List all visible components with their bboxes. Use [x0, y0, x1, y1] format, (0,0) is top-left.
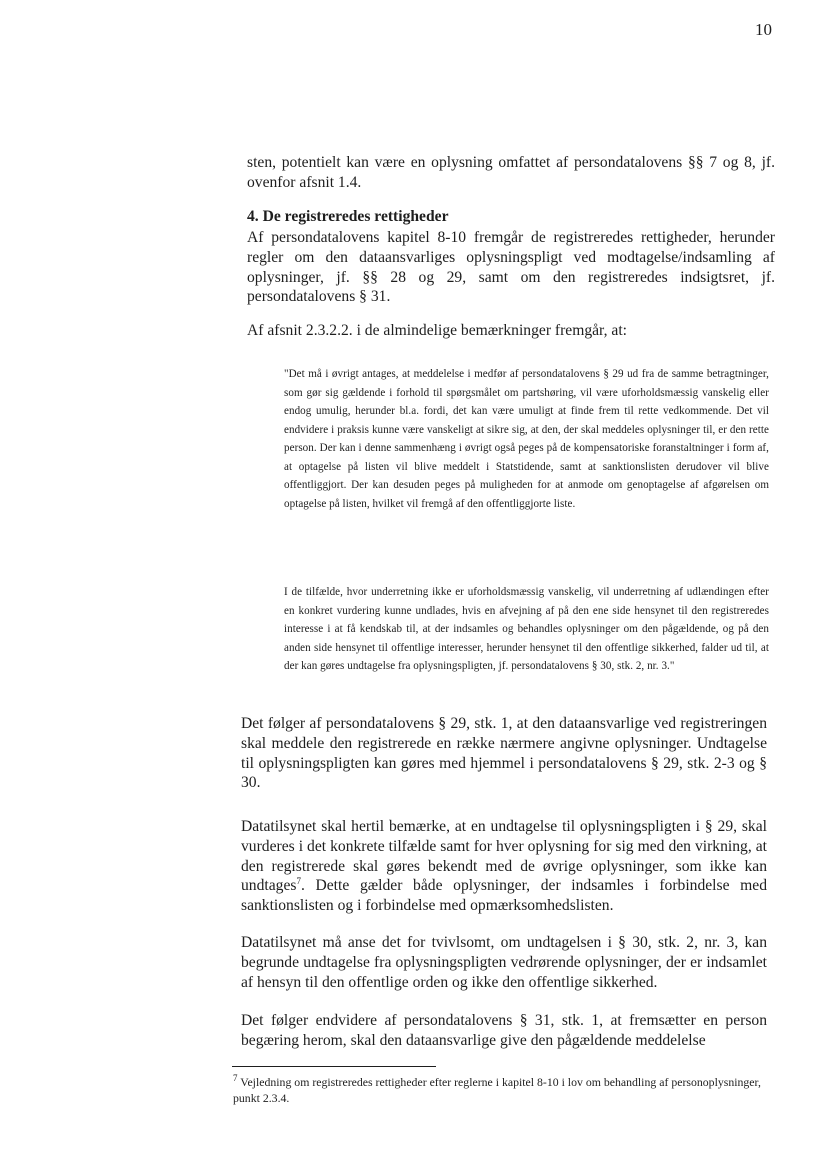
paragraph-rights: Af persondatalovens kapitel 8-10 fremgår de registreredes rettigheder, herunder regler om den dataansvarliges oplysningspligt ved modtagelse/indsamling af oplysninger, jf. §§ 28 og 29, samt om den registreredes indsigtsret, jf. persondatalovens § 31.: [247, 229, 775, 306]
footnote: [233, 1075, 763, 1106]
paragraph-exemption-text-cont: . Dette gælder både oplysninger, der indsamles i forbindelse med sanktionslisten og i forbindelse med opmærksomhedslisten.: [241, 877, 767, 915]
quote-paragraph-1: "Det må i øvrigt antages, at meddelelse i medfør af persondatalovens § 29 ud fra de samme betragtninger, som gør sig gældende i forhold til spørgsmålet om partshøring, vil være uforholdsmæssig vanskelig eller endog umulig, herunder bl.a. fordi, det kan være umuligt at finde frem til rette vedkommende. Det vil endvidere i praksis kunne være vanskeligt at sikre sig, at den, der skal meddeles oplysninger til, er den rette person. Der kan i denne sammenhæng i øvrigt også peges på de kompensatoriske foranstaltninger i form af, at optagelse på listen vil blive meddelt i Statstidende, samt at sanktionslisten derudover vil blive offentliggjort. Der kan desuden peges på muligheden for at anmode om genoptagelse af afgørelsen om optagelse på listen, hvilket vil fremgå af den offentliggjorte liste.: [284, 368, 769, 510]
paragraph-doubt: Datatilsynet må anse det for tvivlsomt, om undtagelsen i § 30, stk. 2, nr. 3, kan begrunde undtagelse fra oplysningspligten vedrørende oplysninger, der er indsamlet af hensyn til den offentlige orden og ikke den offentlige sikkerhed.: [241, 934, 767, 991]
paragraph-exemption: [241, 817, 767, 916]
paragraph-continuation: sten, potentielt kan være en oplysning omfattet af persondatalovens §§ 7 og 8, jf. ovenfor afsnit 1.4.: [247, 154, 775, 191]
paragraph-exemption-text: Datatilsynet skal hertil bemærke, at en undtagelse til oplysningspligten i § 29, skal vurderes i det konkrete tilfælde samt for hver oplysning for sig med den virkning, at den registrerede skal gøres bekendt med de øvrige oplysninger, som ikke kan undtages: [241, 818, 767, 895]
footnote-number: 7: [233, 1073, 238, 1084]
paragraph-intro-quote: Af afsnit 2.3.2.2. i de almindelige bemærkninger fremgår, at:: [247, 322, 628, 339]
section-heading: 4. De registreredes rettigheder: [247, 208, 449, 225]
page-number: 10: [755, 20, 772, 39]
paragraph-section-29: Det følger af persondatalovens § 29, stk. 1, at den dataansvarlige ved registreringen skal meddele den registrerede en række nærmere angivne oplysninger. Undtagelse til oplysningspligten kan gøres med hjemmel i persondatalovens § 29, stk. 2-3 og § 30.: [241, 715, 767, 792]
paragraph-section-31: Det følger endvidere af persondatalovens § 31, stk. 1, at fremsætter en person begæring herom, skal den dataansvarlige give den pågældende meddelelse: [241, 1012, 767, 1049]
footnote-divider: [232, 1066, 436, 1067]
footnote-text: Vejledning om registreredes rettigheder efter reglerne i kapitel 8-10 i lov om behandling af personoplysninger, punkt 2.3.4.: [233, 1075, 761, 1105]
quote-paragraph-2: I de tilfælde, hvor underretning ikke er uforholdsmæssig vanskelig, vil underretning af udlændingen efter en konkret vurdering kunne undlades, hvis en afvejning af på den ene side hensynet til den registreredes interesse i at få kendskab til, at der indsamles og behandles oplysninger om den pågældende, og på den anden side hensynet til offentlige interesser, herunder hensynet til den offentlige sikkerhed, falder ud til, at der kan gøres undtagelse fra oplysningspligten, jf. persondatalovens § 30, stk. 2, nr. 3.": [284, 586, 769, 672]
footnote-reference: 7: [296, 876, 301, 887]
